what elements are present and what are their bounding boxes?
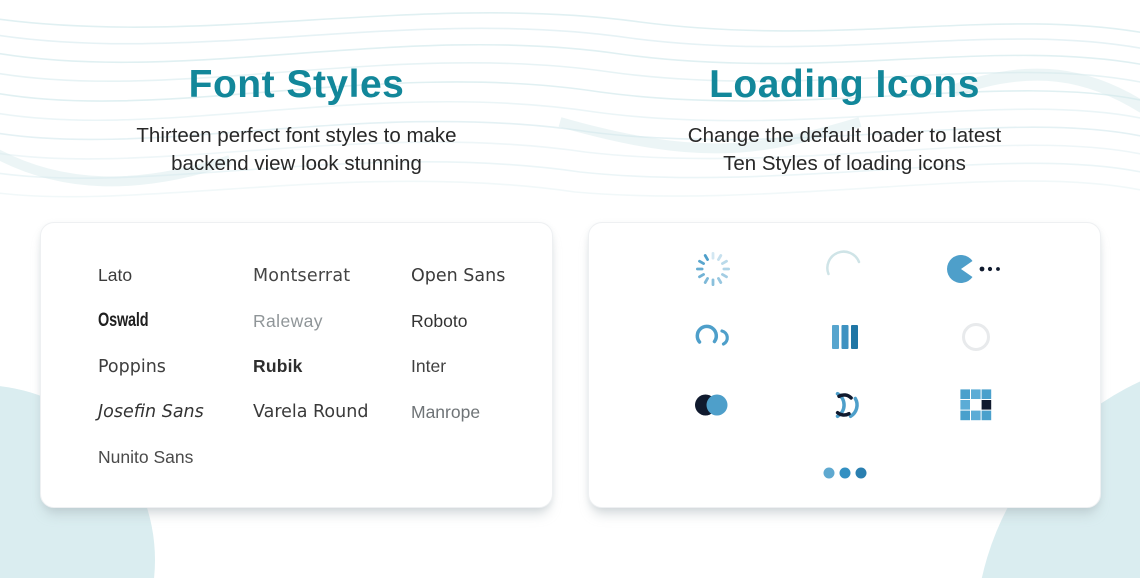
font-sample-oswald: Oswald [98, 310, 149, 332]
font-sample-lato: Lato [98, 265, 133, 286]
font-sample-roboto: Roboto [411, 310, 468, 331]
font-sample-inter: Inter [411, 356, 447, 377]
font-sample-rubik: Rubik [253, 356, 303, 377]
vertical-bars-icon [822, 315, 866, 359]
loader-dash-ring-spinner [691, 247, 735, 291]
font-sample-josefin-sans: Josefin Sans [98, 402, 204, 423]
loading-icons-grid [647, 235, 1042, 439]
loader-broken-ring [822, 383, 866, 427]
loader-cube-grid [954, 383, 998, 427]
double-crescent-icon [691, 315, 735, 359]
font-sample-varela-round: Varela Round [253, 402, 369, 423]
loading-icons-bottom-row [589, 463, 1100, 483]
font-sample-manrope: Manrope [411, 401, 481, 422]
font-styles-card [40, 222, 553, 508]
loader-vertical-bars [822, 315, 866, 359]
loader-grey-ring [954, 315, 998, 359]
font-styles-subtitle [40, 122, 553, 177]
three-dots-icon [821, 465, 869, 481]
loader-double-crescent [691, 315, 735, 359]
loader-arc-spinner [822, 247, 866, 291]
pacman-icon [945, 247, 1007, 291]
loader-three-dots [821, 465, 869, 481]
arc-spinner-icon [822, 247, 866, 291]
font-sample-montserrat: Montserrat [253, 265, 351, 286]
loading-icons-title: Loading Icons [709, 63, 980, 106]
font-styles-subtitle-line1: Thirteen perfect font styles to make [136, 124, 457, 147]
loading-icons-subtitle-line1: Change the default loader to latest [687, 124, 1002, 147]
font-styles-title: Font Styles [188, 63, 405, 106]
loader-dual-ball [691, 383, 735, 427]
broken-ring-icon [822, 383, 866, 427]
loading-icons-card [588, 222, 1101, 508]
loading-icons-header [588, 62, 1101, 177]
font-sample-raleway: Raleway [253, 310, 323, 331]
dual-ball-icon [691, 383, 735, 427]
loading-icons-subtitle-line2: Ten Styles of loading icons [723, 151, 966, 175]
font-styles-grid [41, 223, 552, 481]
font-styles-subtitle-line2: backend view look stunning [171, 151, 422, 175]
loading-icons-subtitle [588, 122, 1101, 177]
cube-grid-icon [954, 383, 998, 427]
font-sample-open-sans: Open Sans [411, 265, 506, 286]
loader-pacman [945, 247, 1007, 291]
dash-ring-spinner-icon [691, 247, 735, 291]
grey-ring-icon [954, 315, 998, 359]
font-sample-nunito-sans: Nunito Sans [98, 447, 194, 468]
font-sample-poppins: Poppins [98, 356, 166, 377]
font-styles-header [40, 62, 553, 177]
